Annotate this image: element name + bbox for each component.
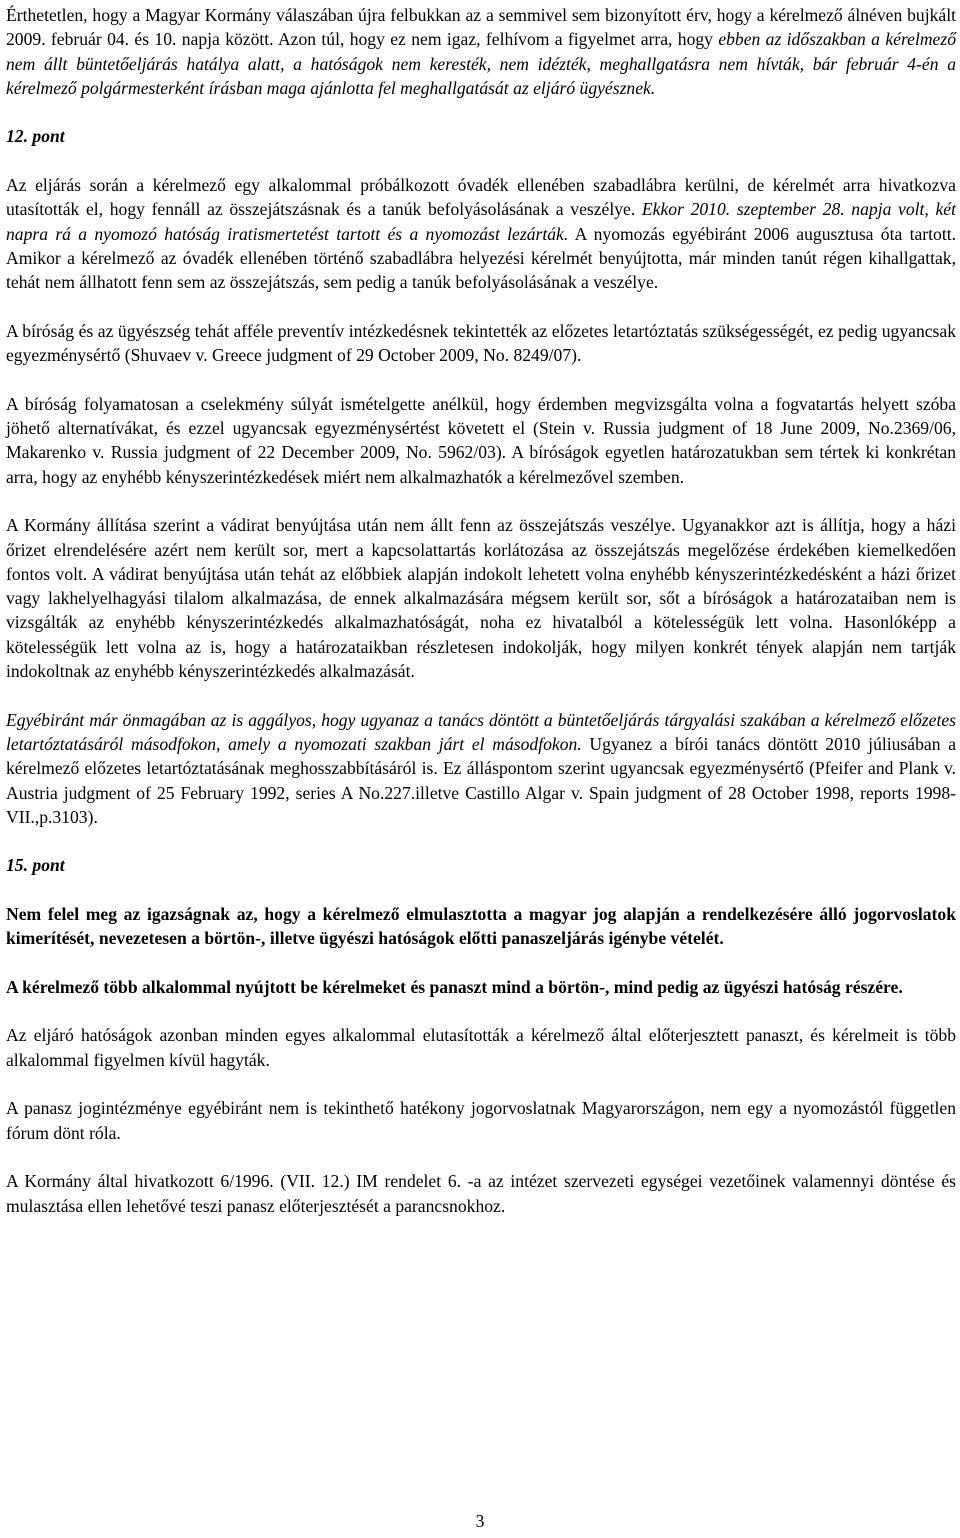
paragraph-bail-text-c: A nyomozás egyébiránt 2006 augusztusa óta tartott. Amikor a kérelmező az óvadék ellenében történő szabadlábra helyezési kérelmét benyújtotta, már minden tanút régen kihallgattak, tehát nem állhatott fenn sem az összejátszás, sem pedig a tanúk befolyásolásának a veszélye.: [6, 223, 956, 293]
paragraph-preventive: A bíróság és az ügyészség tehát afféle preventív intézkedésnek tekintették az előzetes letartóztatás szükségességét, ez pedig ugyancsak egyezménysértő (Shuvaev v. Greece judgment of 29 October 2009, No. 8249/07).: [6, 320, 956, 366]
document-page: [6, 0, 956, 1218]
paragraph-gravity: A bíróság folyamatosan a cselekmény súlyát ismételgette anélkül, hogy érdemben megvizsgálta volna a fogvatartás helyett szóba jöhető alternatívákat, és ezzel ugyancsak egyezménysértést követett el (Stein v. Russia judgment of 18 June 2009, No.2369/06, Makarenko v. Russia judgment of 22 December 2009, No. 5962/03). A bíróságok egyetlen határozatukban sem tértek ki konkrétan arra, hogy az enyhébb kényszerintézkedések miért nem alkalmazhatók a kérelmezővel szemben.: [6, 393, 956, 487]
paragraph-same-panel-text: Ugyanez a bírói tanács döntött 2010 júliusában a kérelmező előzetes letartóztatásának meghosszabbításáról is. Ez álláspontom szerint ugyancsak egyezménysértő (Pfeifer and Plank v. Austria judgment of 25 February 1992, series A No.227.illetve Castillo Algar v. Spain judgment of 28 October 1998, reports 1998-VII.,p.3103).: [6, 733, 957, 827]
paragraph-bail-text-a: Az eljárás során a kérelmező egy alkalommal próbálkozott óvadék ellenében szabadlábra kerülni, de kérelmét arra hivatkozva utasították el, hogy fennáll az összejátszásnak és a tanúk befolyásolásának a veszélye.: [6, 175, 956, 220]
paragraph-same-panel-italic: Egyébiránt már önmagában az is aggályos, hogy ugyanaz a tanács döntött a büntetőeljárás tárgyalási szakában a kérelmező előzetes letartóztatásáról másodfokon, amely a nyomozati szakban járt el másodfokon.: [6, 709, 956, 754]
paragraph-effective-remedy: A panasz jogintézménye egyébiránt nem is tekinthető hatékony jogorvoslatnak Magyarországon, nem egy a nyomozástól független fórum dönt róla.: [6, 1098, 956, 1143]
page-number: 3: [475, 1511, 485, 1531]
paragraph-rejected: Az eljáró hatóságok azonban minden egyes alkalommal elutasították a kérelmező által előterjesztett panaszt, és kérelmeit is több alkalommal figyelmen kívül hagyták.: [6, 1025, 956, 1070]
paragraph-bail: [6, 173, 956, 294]
paragraph-intro-text: Érthetetlen, hogy a Magyar Kormány válaszában újra felbukkan az a semmivel sem bizonyított érv, hogy a kérelmező álnéven bujkált 2009. február 04. és 10. napja között. Azon túl, hogy ez nem igaz, felhívom a figyelmet arra, hogy: [6, 5, 956, 50]
paragraph-decree: A Kormány által hivatkozott 6/1996. (VII. 12.) IM rendelet 6. -a az intézet szervezeti egységei vezetőinek valamennyi döntése és mulasztása ellen lehetővé teszi panasz előterjesztését a parancsnokhoz.: [6, 1171, 956, 1216]
paragraph-remedies-bold: Nem felel meg az igazságnak az, hogy a kérelmező elmulasztotta a magyar jog alapján a rendelkezésére álló jogorvoslatok kimerítését, nevezetesen a börtön-, illetve ügyészi hatóságok előtti panaszeljárás igénybe vételét.: [6, 903, 956, 949]
paragraph-complaints-bold: A kérelmező több alkalommal nyújtott be kérelmeket és panaszt mind a börtön-, mind pedig az ügyészi hatóság részére.: [6, 976, 903, 997]
paragraph-bail-italic: Ekkor 2010. szeptember 28. napja volt, két napra rá a nyomozó hatóság iratismertetést tartott és a nyomozást lezárták.: [6, 199, 956, 244]
section-heading-12: 12. pont: [6, 126, 65, 147]
paragraph-intro-italic: ebben az időszakban a kérelmező nem állt büntetőeljárás hatálya alatt, a hatóságok nem keresték, nem idézték, meghallgatásra nem hívták, bár február 4-én a kérelmező polgármesterként írásban maga ajánlotta fel meghallgatását az eljáró ügyésznek.: [6, 29, 956, 98]
paragraph-same-panel: [6, 708, 956, 829]
paragraph-intro: [6, 3, 956, 100]
section-heading-15: 15. pont: [6, 855, 65, 876]
paragraph-government-claim: A Kormány állítása szerint a vádirat benyújtása után nem állt fenn az összejátszás veszélye. Ugyanakkor azt is állítja, hogy a házi őrizet elrendelésére azért nem került sor, mert a kapcsolattartás korlátozása az összejátszás megelőzése érdekében kiemelkedően fontos volt. A vádirat benyújtása után tehát az előbbiek alapján indokolt lehetett volna enyhébb kényszerintézkedésként a házi őrizet vagy lakhelyelhagyási tilalom alkalmazása, de ennek alkalmazására mégsem került sor, sőt a bíróságok a határozataiban nem is vizsgálták az enyhébb kényszerintézkedés alkalmazhatóságát, noha ez hivatalból a kötelességük lett volna. Hasonlóképp a kötelességük lett volna az is, hogy a határozataikban részletesen indokolják, hogy milyen konkrét tények alapján nem tartják indokoltnak az enyhébb kényszerintézkedés alkalmazását.: [6, 515, 956, 682]
